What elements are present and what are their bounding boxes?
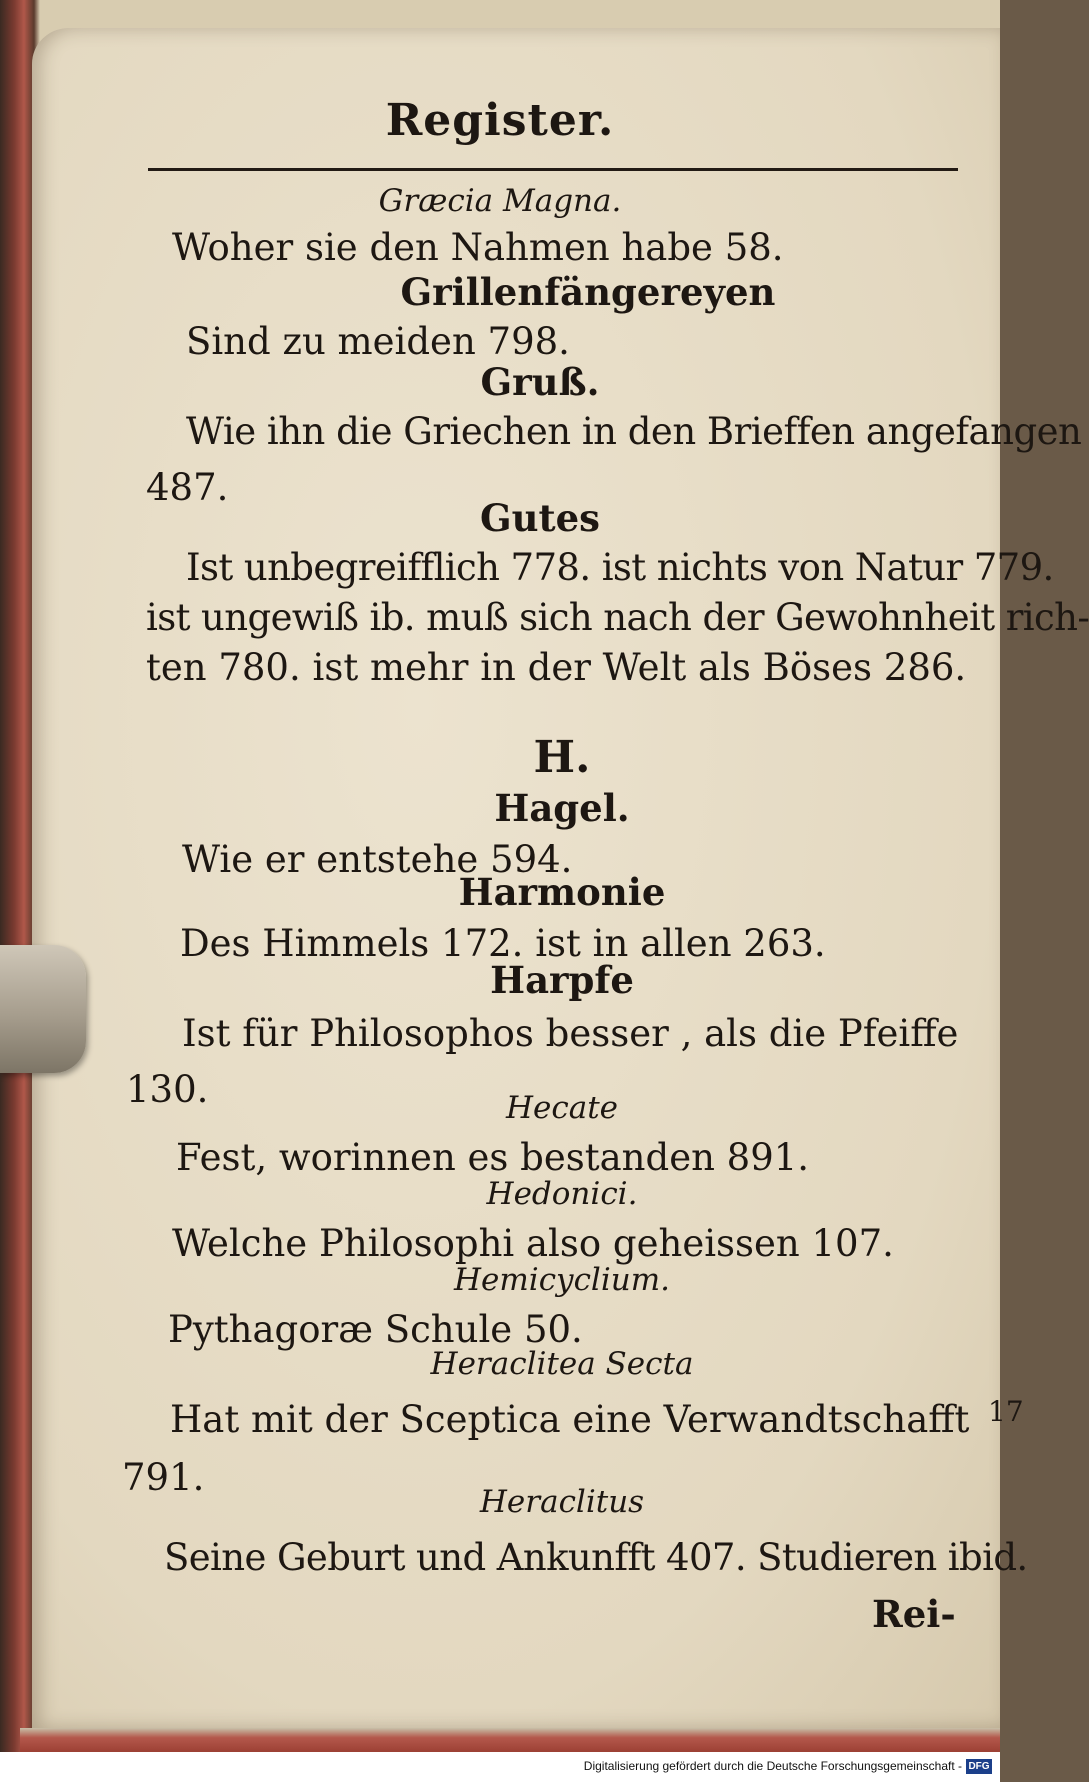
entry-line: Woher sie den Nahmen habe 58. (172, 226, 784, 269)
entry-heading-gruss: Gruß. (480, 360, 600, 404)
section-letter: H. (533, 732, 591, 783)
entry-heading-harpfe: Harpfe (490, 958, 634, 1002)
entry-line: Welche Philosophi also geheissen 107. (172, 1222, 894, 1265)
footer-credit: Digitalisierung gefördert durch die Deutsche Forschungsgemeinschaft - (583, 1759, 962, 1773)
page-title: Register. (385, 95, 615, 146)
entry-heading-hagel: Hagel. (494, 786, 630, 830)
entry-heading-grillenfaengereyen: Grillenfängereyen (400, 270, 776, 314)
entry-heading-hemicyclium: Hemicyclium. (454, 1262, 670, 1298)
entry-line: Seine Geburt und Ankunfft 407. Studieren ibid. (164, 1536, 1028, 1579)
footer-bar (0, 1752, 1000, 1782)
margin-mark: 17 (988, 1395, 1024, 1428)
entry-heading-heraclitus: Heraclitus (479, 1484, 645, 1520)
entry-heading-hecate: Hecate (505, 1090, 619, 1126)
entry-line: ist ungewiß ib. muß sich nach der Gewohnheit rich- (146, 596, 1089, 639)
entry-line: Ist unbegreifflich 778. ist nichts von Natur 779. (186, 546, 1054, 589)
entry-line: Ist für Philosophos besser , als die Pfeiffe (182, 1012, 959, 1055)
entry-line: 487. (146, 466, 229, 509)
entry-heading-hedonici: Hedonici. (486, 1176, 638, 1212)
entry-line: Sind zu meiden 798. (186, 320, 570, 363)
entry-heading-harmonie: Harmonie (458, 870, 666, 914)
entry-line: 791. (122, 1456, 205, 1499)
entry-heading-gutes: Gutes (480, 496, 600, 540)
entry-line: 130. (126, 1068, 209, 1111)
header-rule (148, 168, 958, 171)
entry-line: Fest, worinnen es bestanden 891. (176, 1136, 810, 1179)
entry-line: Hat mit der Sceptica eine Verwandtschafft (170, 1398, 970, 1441)
entry-line: ten 780. ist mehr in der Welt als Böses 286. (146, 646, 967, 689)
entry-heading-graecia-magna: Græcia Magna. (378, 183, 622, 219)
entry-heading-heraclitea-secta: Heraclitea Secta (430, 1346, 694, 1382)
entry-line: Wie ihn die Griechen in den Brieffen angefangen (186, 410, 1082, 453)
entry-line: Pythagoræ Schule 50. (168, 1308, 583, 1351)
entry-line: Wie er entstehe 594. (182, 838, 573, 881)
page-bottom-edge (20, 1728, 1000, 1752)
entry-line: Des Himmels 172. ist in allen 263. (180, 922, 826, 965)
dfg-logo-icon: DFG (966, 1759, 992, 1774)
catchword: Rei- (872, 1592, 956, 1636)
